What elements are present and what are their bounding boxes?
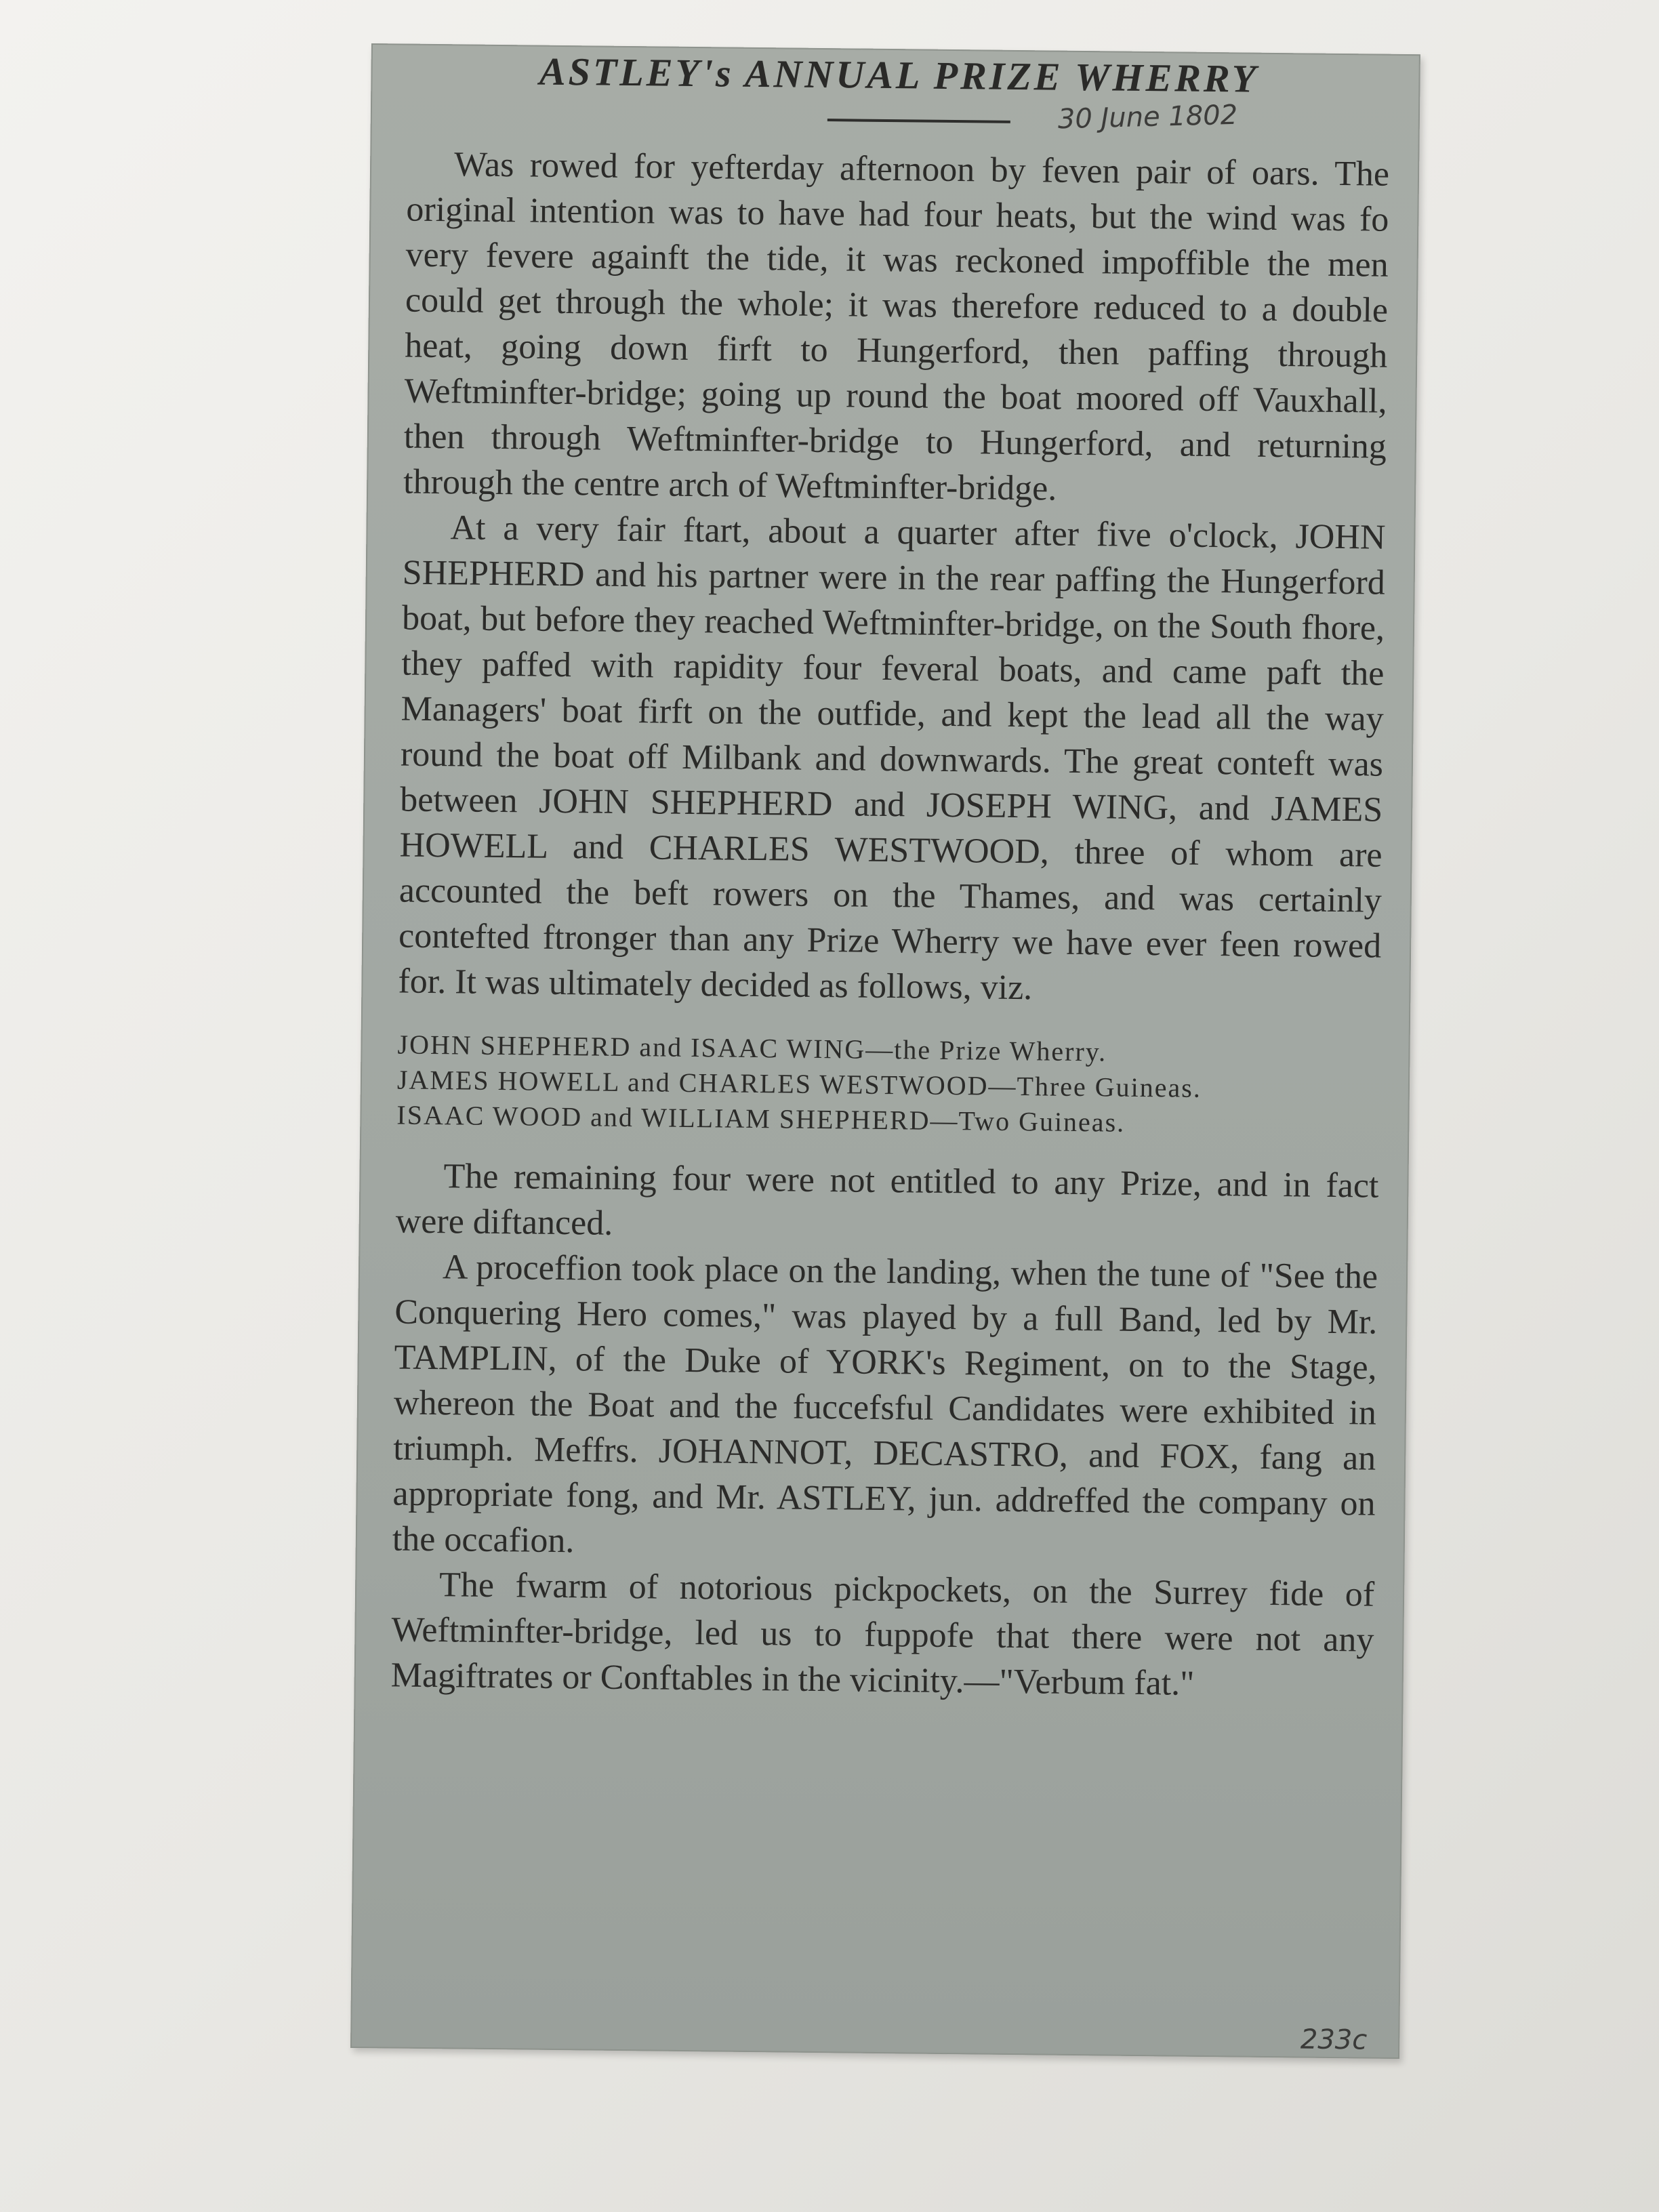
paragraph-remaining: The remaining four were not entitled to any Prize, and in fact were diftanced.: [395, 1157, 1379, 1243]
result-line-first: JOHN SHEPHERD and ISAAC WING—the Prize Wherry.: [397, 1029, 1107, 1067]
reference-number: 233c: [1300, 2024, 1368, 2056]
paragraph-race-account: At a very fair ftart, about a quarter after five o'clock, JOHN SHEPHERD and his partner were in the rear paffing the Hungerford boat, but before they reached Weftminfter-bridge, on the South fhore, they paffed with rapidity four feveral boats, and came paft the Managers' boat firft on the outfide, and kept the lead all the way round the boat off Milbank and downwards. The great conteft was between JOHN SHEPHERD and JOSEPH WING, and JAMES HOWELL and CHARLES WESTWOOD, three of whom are accounted the beft rowers on the Thames, and was certainly contefted ftronger than any Prize Wherry we have ever feen rowed for. It was ultimately decided as follows, viz.: [398, 508, 1386, 1008]
results-list: [396, 1027, 1380, 1143]
result-line-third: ISAAC WOOD and WILLIAM SHEPHERD—Two Guineas.: [396, 1099, 1126, 1138]
paragraph-pickpockets: The fwarm of notorious pickpockets, on the Surrey fide of Weftminfter-bridge, led us to fuppofe that there were not any Magiftrates or Conftables in the vicinity.—"Verbum fat.": [390, 1565, 1375, 1703]
handwritten-date: 30 June 1802: [1057, 99, 1238, 136]
paragraph-procession: A proceffion took place on the landing, when the tune of "See the Conquering Hero comes," was played by a full Band, led by Mr. TAMPLIN, of the Duke of YORK's Regiment, on to the Stage, whereon the Boat and the fuccefsful Candidates were exhibited in triumph. Meffrs. JOHANNOT, DECASTRO, and FOX, fang an appropriate fong, and Mr. ASTLEY, jun. addreffed the company on the occafion.: [392, 1248, 1378, 1561]
headline: ASTLEY's ANNUAL PRIZE WHERRY: [539, 49, 1259, 101]
headline-rule: [827, 119, 1010, 123]
headline-rule-row: [407, 94, 1391, 150]
newspaper-clipping: [350, 43, 1420, 2059]
paragraph-race-description: Was rowed for yefterday afternoon by feven pair of oars. The original intention was to have had four heats, but the wind was fo very fevere againft the tide, it was reckoned impoffible the men could get through the whole; it was therefore reduced to a double heat, going down firft to Hungerford, then paffing through Weftminfter-bridge; going up round the boat moored off Vauxhall, then through Weftminfter-bridge to Hungerford, and returning through the centre arch of Weftminfter-bridge.: [403, 145, 1390, 508]
result-line-second: JAMES HOWELL and CHARLES WESTWOOD—Three Guineas.: [396, 1064, 1202, 1103]
